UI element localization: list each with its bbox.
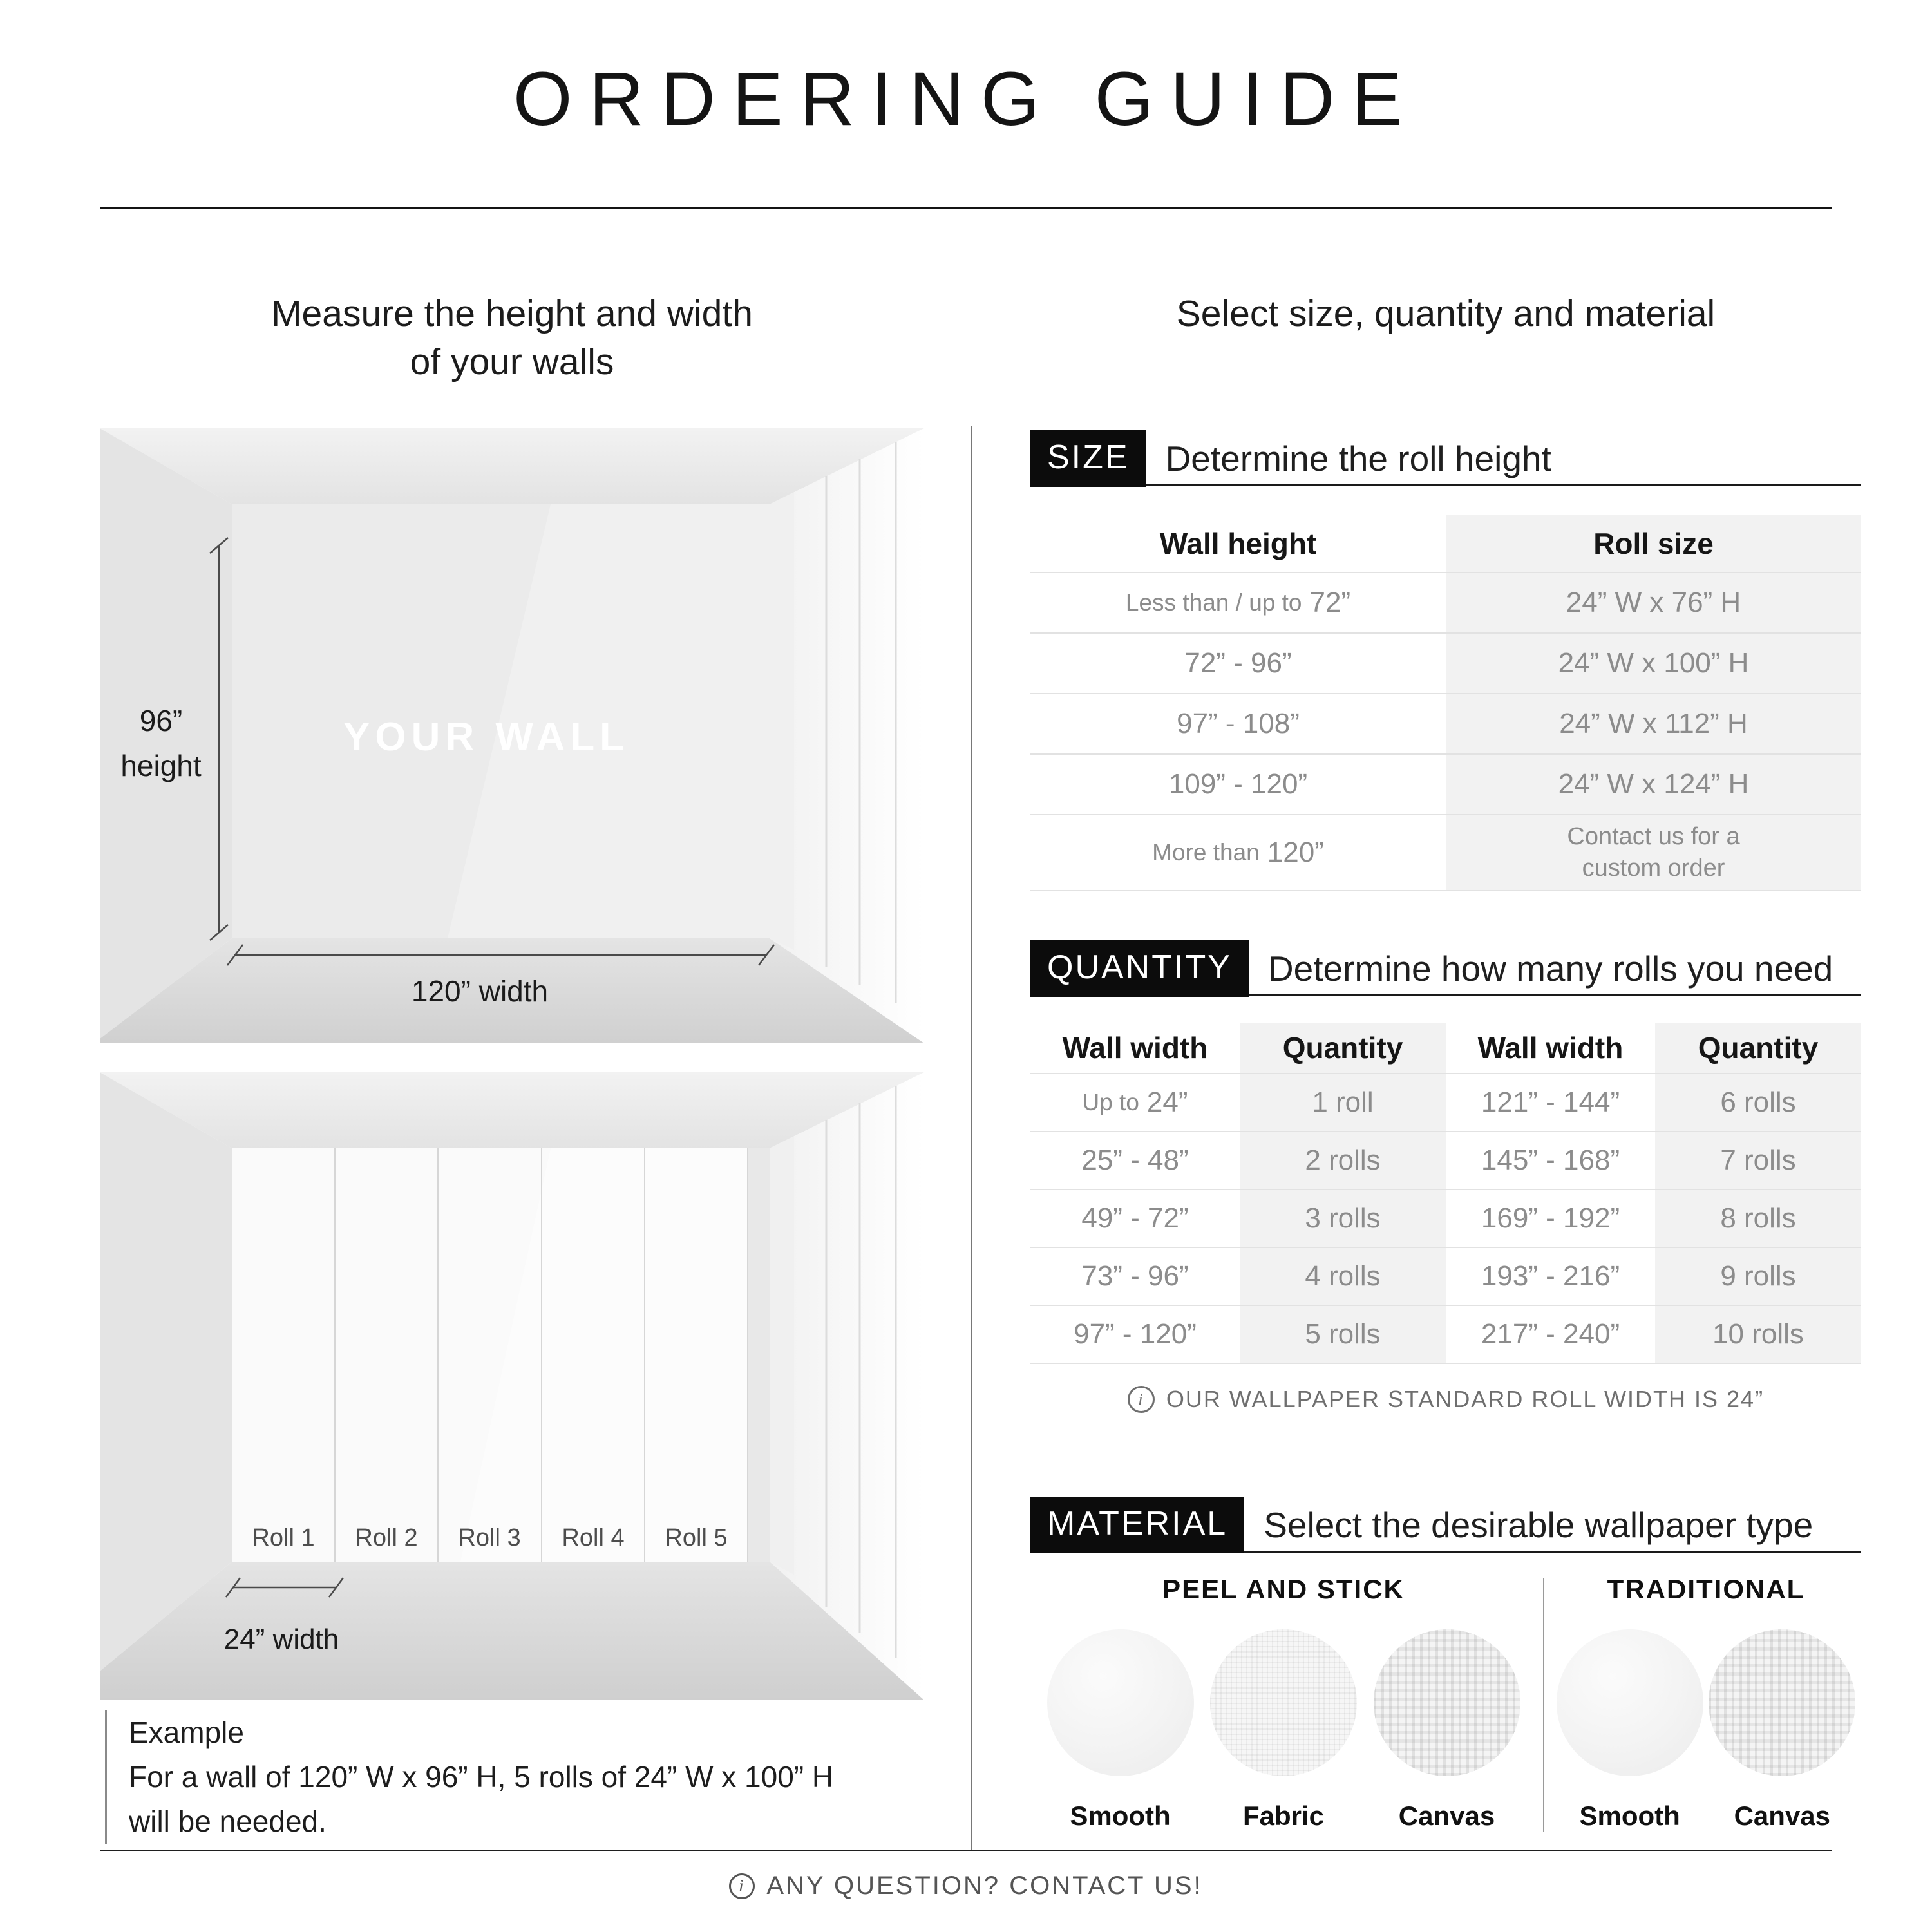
size-row-roll xyxy=(1446,814,1861,890)
size-subtitle: Determine the roll height xyxy=(1165,439,1551,478)
peel-and-stick-group xyxy=(1030,1569,1537,1832)
size-row-wall-value: 120” xyxy=(1267,837,1324,868)
peel-and-stick-swatches xyxy=(1030,1629,1537,1832)
size-section-header xyxy=(1030,430,1551,487)
size-row-roll: 24” W x 124” H xyxy=(1446,753,1861,814)
example-line1: For a wall of 120” W x 96” H, 5 rolls of 24” W x 100” H xyxy=(129,1760,834,1794)
roll-3-label: Roll 3 xyxy=(458,1524,521,1551)
swatch-canvas[interactable] xyxy=(1374,1629,1520,1832)
qty-row-wall: 25” - 48” xyxy=(1030,1131,1240,1189)
size-row-roll: 24” W x 100” H xyxy=(1446,632,1861,693)
roll-4-label: Roll 4 xyxy=(562,1524,625,1551)
qty-row-wall-prefix: Up to xyxy=(1082,1089,1139,1115)
quantity-badge: QUANTITY xyxy=(1030,940,1249,997)
window-pillar xyxy=(770,1136,794,1575)
qty-row-rolls: 4 rolls xyxy=(1240,1247,1446,1305)
qty-col-wall-width-1: Wall width xyxy=(1062,1031,1208,1065)
title-divider xyxy=(100,207,1832,209)
measure-heading-line2: of your walls xyxy=(410,341,614,383)
quantity-table xyxy=(1030,1023,1861,1364)
material-options xyxy=(1030,1569,1861,1832)
qty-row-wall: 193” - 216” xyxy=(1446,1247,1655,1305)
smooth-texture-icon xyxy=(1047,1629,1194,1776)
select-heading: Select size, quantity and material xyxy=(1176,293,1716,334)
qty-row-rolls: 6 rolls xyxy=(1655,1073,1861,1131)
qty-row-rolls: 9 rolls xyxy=(1655,1247,1861,1305)
measure-heading-line1: Measure the height and width xyxy=(271,293,753,334)
size-col-wall-height: Wall height xyxy=(1159,527,1317,560)
qty-row-wall-value: 24” xyxy=(1146,1086,1188,1118)
quantity-section-header xyxy=(1030,940,1833,997)
material-badge: MATERIAL xyxy=(1030,1497,1244,1553)
footer-contact-text[interactable]: ANY QUESTION? CONTACT US! xyxy=(766,1871,1203,1900)
swatch-label: Canvas xyxy=(1398,1801,1495,1831)
your-wall-label: YOUR WALL xyxy=(343,715,629,759)
size-row-wall: 72” - 96” xyxy=(1030,632,1446,693)
height-label-value: 96” xyxy=(139,704,183,737)
contact-custom-line2: custom order xyxy=(1582,855,1725,882)
quantity-subtitle: Determine how many rolls you need xyxy=(1267,949,1833,989)
swatch-smooth[interactable] xyxy=(1047,1629,1194,1832)
width-label: 120” width xyxy=(411,974,549,1008)
qty-col-quantity-2: Quantity xyxy=(1655,1023,1861,1073)
canvas-texture-icon xyxy=(1709,1629,1855,1776)
size-col-roll-size: Roll size xyxy=(1446,515,1861,572)
material-section-header xyxy=(1030,1497,1813,1553)
swatch-fabric[interactable] xyxy=(1210,1629,1357,1832)
roll-1-label: Roll 1 xyxy=(252,1524,315,1551)
qty-row-wall: 73” - 96” xyxy=(1030,1247,1240,1305)
footer xyxy=(0,1871,1932,1900)
measure-heading xyxy=(100,290,924,386)
traditional-swatches xyxy=(1551,1629,1861,1832)
roll-width-label: 24” width xyxy=(223,1624,339,1655)
size-row-wall xyxy=(1030,572,1446,632)
qty-row-wall: 145” - 168” xyxy=(1446,1131,1655,1189)
fabric-texture-icon xyxy=(1210,1629,1357,1776)
material-group-divider xyxy=(1543,1578,1544,1832)
swatch-smooth[interactable] xyxy=(1557,1629,1703,1832)
roll-5-label: Roll 5 xyxy=(665,1524,728,1551)
example-title: Example xyxy=(129,1716,244,1749)
swatch-label: Fabric xyxy=(1242,1801,1325,1831)
qty-row-wall: 121” - 144” xyxy=(1446,1073,1655,1131)
size-row-roll: 24” W x 76” H xyxy=(1446,572,1861,632)
qty-row-rolls: 7 rolls xyxy=(1655,1131,1861,1189)
size-row-wall: 97” - 108” xyxy=(1030,693,1446,753)
footer-divider xyxy=(100,1850,1832,1852)
window-pillar xyxy=(770,492,794,950)
info-icon: i xyxy=(1128,1386,1155,1413)
swatch-label: Canvas xyxy=(1734,1801,1831,1831)
roll-2-label: Roll 2 xyxy=(355,1524,418,1551)
roll-width-note xyxy=(1030,1386,1861,1413)
page-title: ORDERING GUIDE xyxy=(513,57,1419,142)
swatch-canvas[interactable] xyxy=(1709,1629,1855,1832)
qty-row-wall: 169” - 192” xyxy=(1446,1189,1655,1247)
qty-row-rolls: 2 rolls xyxy=(1240,1131,1446,1189)
qty-col-quantity-1: Quantity xyxy=(1240,1023,1446,1073)
traditional-title: TRADITIONAL xyxy=(1607,1574,1805,1604)
qty-col-wall-width-2: Wall width xyxy=(1477,1031,1624,1065)
qty-row-rolls: 5 rolls xyxy=(1240,1305,1446,1363)
size-table xyxy=(1030,515,1861,891)
column-divider xyxy=(971,426,972,1850)
height-label-word: height xyxy=(120,749,202,782)
smooth-texture-icon xyxy=(1557,1629,1703,1776)
room-illustration-rolls xyxy=(100,1072,924,1700)
qty-row-wall: 97” - 120” xyxy=(1030,1305,1240,1363)
qty-row-rolls: 3 rolls xyxy=(1240,1189,1446,1247)
qty-row-rolls: 8 rolls xyxy=(1655,1189,1861,1247)
material-subtitle: Select the desirable wallpaper type xyxy=(1264,1505,1814,1545)
example-block xyxy=(105,1710,833,1844)
size-row-wall xyxy=(1030,814,1446,890)
traditional-group xyxy=(1551,1569,1861,1832)
size-row-wall-value: 72” xyxy=(1309,587,1351,618)
swatch-label: Smooth xyxy=(1070,1801,1171,1831)
roll-width-note-text: OUR WALLPAPER STANDARD ROLL WIDTH IS 24” xyxy=(1166,1386,1765,1412)
peel-and-stick-title: PEEL AND STICK xyxy=(1162,1574,1405,1604)
canvas-texture-icon xyxy=(1374,1629,1520,1776)
qty-row-wall: 49” - 72” xyxy=(1030,1189,1240,1247)
size-row-wall-prefix: Less than / up to xyxy=(1125,589,1302,616)
size-row-roll: 24” W x 112” H xyxy=(1446,693,1861,753)
qty-row-rolls: 10 rolls xyxy=(1655,1305,1861,1363)
size-badge: SIZE xyxy=(1030,430,1146,487)
info-icon: i xyxy=(729,1873,755,1899)
room-illustration-measured-wall xyxy=(100,428,924,1043)
size-row-wall-prefix: More than xyxy=(1152,839,1260,866)
qty-row-wall: 217” - 240” xyxy=(1446,1305,1655,1363)
contact-custom-line1: Contact us for a xyxy=(1567,822,1740,850)
size-row-wall: 109” - 120” xyxy=(1030,753,1446,814)
swatch-label: Smooth xyxy=(1579,1801,1680,1831)
qty-row-wall xyxy=(1030,1073,1240,1131)
example-line2: will be needed. xyxy=(129,1804,327,1838)
qty-row-rolls: 1 roll xyxy=(1240,1073,1446,1131)
